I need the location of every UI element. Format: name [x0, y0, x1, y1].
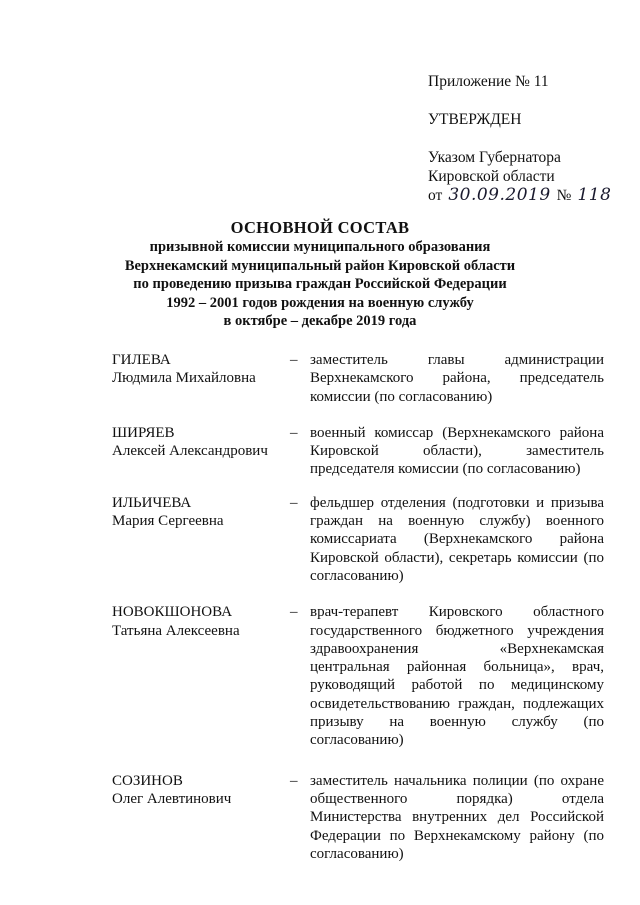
decree-line-1: Указом Губернатора	[428, 149, 561, 166]
member-row	[112, 772, 604, 863]
document-title	[0, 218, 640, 331]
member-role: врач-терапевт Кировского областного государственного бюджетного учреждения здравоохранения «Верхнекамская центральная районная больница», врач, руководящий работой по медицинскому освидетельствованию граждан, подлежащих призыву на военную службу (по согласованию)	[310, 604, 604, 749]
member-name	[112, 424, 290, 479]
approval-block	[428, 72, 617, 205]
member-row	[112, 351, 604, 406]
title-main: ОСНОВНОЙ СОСТАВ	[230, 218, 410, 237]
member-name	[112, 351, 290, 406]
title-line: Верхнекамский муниципальный район Кировской области	[124, 257, 516, 274]
handwritten-date: 30.09.2019	[448, 185, 551, 205]
member-surname: ГИЛЕВА	[112, 352, 171, 368]
member-row	[112, 494, 604, 585]
member-given-name: Мария Сергеевна	[112, 513, 224, 530]
number-prefix: №	[556, 187, 572, 204]
member-dash: –	[290, 604, 298, 621]
member-given-name: Алексей Александрович	[112, 443, 268, 460]
member-row	[112, 603, 604, 749]
member-given-name: Татьяна Алексеевна	[112, 622, 240, 639]
member-role: заместитель начальника полиции (по охране общественного порядка) отдела Министерства внутренних дел Российской Федерации по Верхнекамскому району (по согласованию)	[310, 772, 604, 862]
member-given-name: Олег Алевтинович	[112, 790, 232, 807]
decree-date-row	[428, 186, 617, 205]
decree-line-2: Кировской области	[428, 168, 555, 185]
title-line: в октябре – декабре 2019 года	[223, 313, 417, 329]
member-surname: СОЗИНОВ	[112, 772, 183, 789]
member-role: заместитель главы администрации Верхнекамского района, председатель комиссии (по согласованию)	[310, 352, 604, 405]
member-dash: –	[290, 494, 298, 511]
member-dash: –	[290, 352, 298, 368]
member-row	[112, 424, 604, 479]
approved-stamp: УТВЕРЖДЕН	[428, 111, 522, 128]
member-dash: –	[290, 772, 298, 789]
member-list	[112, 351, 604, 863]
member-role: фельдшер отделения (подготовки и призыва граждан на военную службу) военного комиссариата (Верхнекамского района Кировской области), секретарь комиссии (по согласованию)	[310, 494, 604, 584]
member-surname: НОВОКШОНОВА	[112, 604, 233, 621]
handwritten-number: 118	[577, 185, 612, 205]
date-prefix: от	[428, 187, 443, 204]
member-surname: ИЛЬИЧЕВА	[112, 494, 192, 511]
member-surname: ШИРЯЕВ	[112, 424, 175, 441]
member-given-name: Людмила Михайловна	[112, 370, 256, 387]
title-line: по проведению призыва граждан Российской Федерации	[133, 276, 507, 292]
title-line: 1992 – 2001 годов рождения на военную службу	[166, 294, 474, 311]
title-line: призывной комиссии муниципального образования	[149, 239, 491, 255]
member-name	[112, 603, 290, 749]
member-name	[112, 772, 290, 863]
member-name	[112, 494, 290, 585]
annex-number: Приложение № 11	[428, 73, 549, 90]
member-role: военный комиссар (Верхнекамского района Кировской области), заместитель председателя комиссии (по согласованию)	[310, 424, 604, 478]
member-dash: –	[290, 424, 298, 441]
